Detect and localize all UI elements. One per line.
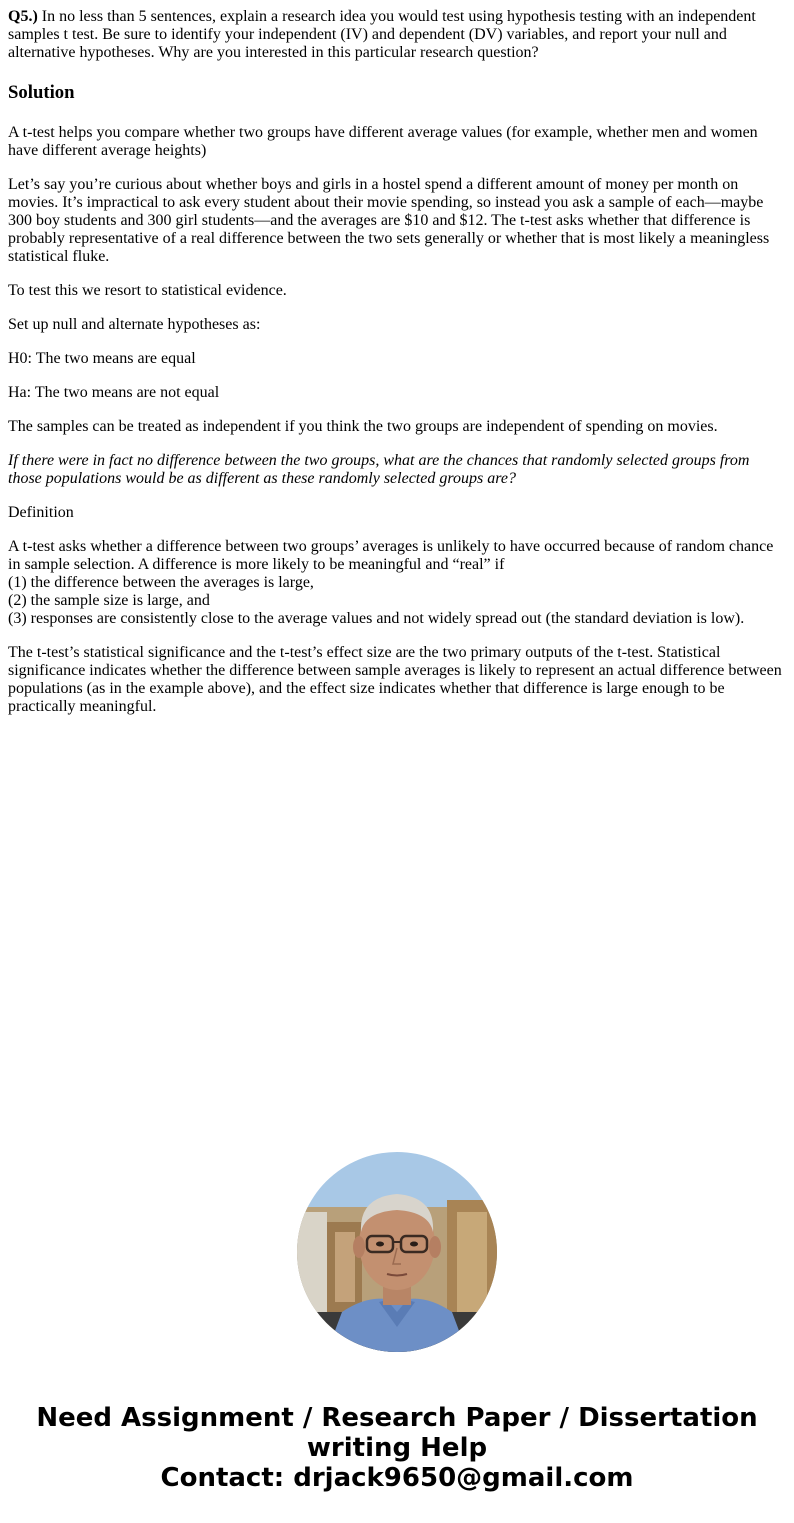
paragraph-evidence: To test this we resort to statistical evidence. <box>8 282 287 299</box>
condition-1: (1) the difference between the averages is large, <box>8 574 314 591</box>
null-hypothesis: H0: The two means are equal <box>8 350 196 367</box>
paragraph-italic-question: If there were in fact no difference between the two groups, what are the chances that randomly selected groups from those populations would be as different as these randomly selected groups are? <box>8 452 750 487</box>
paragraph-intro: A t-test helps you compare whether two groups have different average values (for example, whether men and women have different average heights) <box>8 124 758 159</box>
definition-text: A t-test asks whether a difference between two groups’ averages is unlikely to have occurred because of random chance in sample selection. A difference is more likely to be meaningful and “real” if <box>8 538 774 573</box>
author-avatar <box>297 1152 497 1352</box>
question-paragraph <box>8 8 786 62</box>
condition-3: (3) responses are consistently close to the average values and not widely spread out (the standard deviation is low). <box>8 610 745 627</box>
paragraph-independence: The samples can be treated as independent if you think the two groups are independent of spending on movies. <box>8 418 718 435</box>
question-label: Q5.) <box>8 8 38 25</box>
contact-footer <box>0 1403 794 1493</box>
paragraph-outputs: The t-test’s statistical significance and the t-test’s effect size are the two primary outputs of the t-test. Statistical significance indicates whether the difference between sample averages is likely to represent an actual difference between populations (as in the example above), and the effect size indicates whether that difference is large enough to be practically meaningful. <box>8 644 782 715</box>
alternate-hypothesis: Ha: The two means are not equal <box>8 384 220 401</box>
paragraph-setup: Set up null and alternate hypotheses as: <box>8 316 261 333</box>
document-body <box>8 8 786 732</box>
question-text: In no less than 5 sentences, explain a research idea you would test using hypothesis testing with an independent samples t test. Be sure to identify your independent (IV) and dependent (DV) variables, and report your null and alternative hypotheses. Why are you interested in this particular research question? <box>8 8 756 61</box>
paragraph-definition <box>8 538 786 628</box>
paragraph-example: Let’s say you’re curious about whether boys and girls in a hostel spend a different amount of money per month on movies. It’s impractical to ask every student about their movie spending, so instead you ask a sample of each—maybe 300 boy students and 300 girl students—and the averages are $10 and $12. The t-test asks whether that difference is probably representative of a real difference between the two sets generally or whether that is most likely a meaningless statistical fluke. <box>8 176 770 265</box>
solution-heading: Solution <box>8 82 75 103</box>
footer-contact-email: Contact: drjack9650@gmail.com <box>160 1463 634 1493</box>
condition-2: (2) the sample size is large, and <box>8 592 210 609</box>
footer-line-2: writing Help <box>306 1433 488 1463</box>
footer-line-1: Need Assignment / Research Paper / Dissertation <box>36 1403 758 1433</box>
avatar-portrait-image <box>297 1152 497 1352</box>
definition-label: Definition <box>8 504 74 521</box>
